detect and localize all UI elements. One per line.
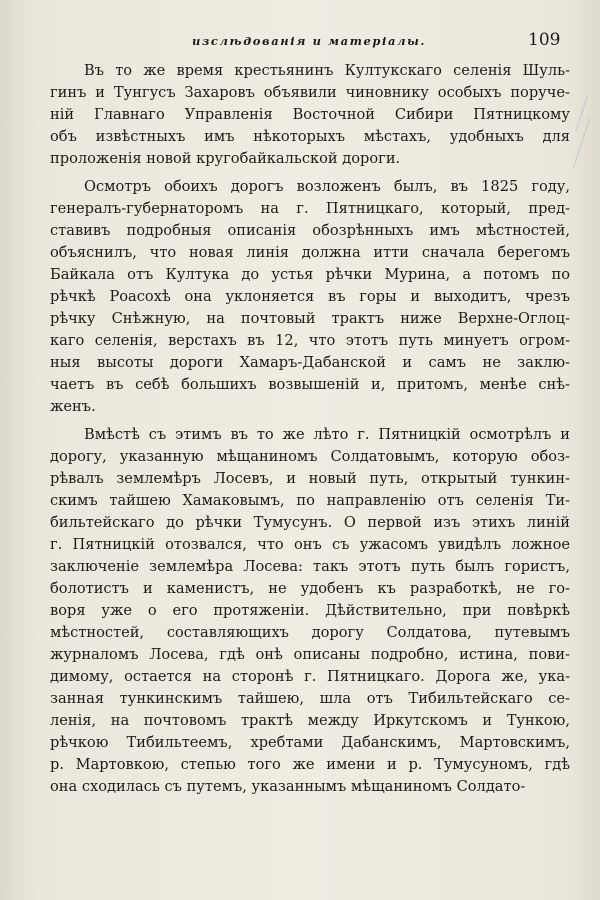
text-line: бильтейскаго до рѣчки Тумусунъ. О первой изъ этихъ линій bbox=[50, 514, 570, 531]
running-title: изслѣдованія и матеріалы. bbox=[192, 34, 426, 48]
text-line: Вмѣстѣ съ этимъ въ то же лѣто г. Пятницкій осмотрѣлъ и bbox=[84, 426, 570, 443]
paragraph bbox=[50, 176, 570, 418]
text-line: ній Главнаго Управленія Восточной Сибири Пятницкому bbox=[50, 106, 570, 123]
text-line: димому, остается на сторонѣ г. Пятницкаго. Дорога же, ука- bbox=[50, 668, 570, 685]
body-text bbox=[50, 60, 570, 798]
text-line: рѣвалъ землемѣръ Лосевъ, и новый путь, открытый тункин- bbox=[50, 470, 570, 487]
text-line: ленія, на почтовомъ трактѣ между Иркутскомъ и Тункою, bbox=[50, 712, 570, 729]
text-line: ставивъ подробныя описанія обозрѣнныхъ имъ мѣстностей, bbox=[50, 222, 570, 239]
text-line: проложенія новой кругобайкальской дороги. bbox=[50, 150, 401, 167]
text-line: каго селенія, верстахъ въ 12, что этотъ путь минуетъ огром- bbox=[50, 332, 570, 349]
text-line: дорогу, указанную мѣщаниномъ Солдатовымъ, которую обоз- bbox=[50, 448, 570, 465]
text-line: Байкала отъ Култука до устья рѣчки Мурина, а потомъ по bbox=[50, 266, 570, 283]
text-line: р. Мартовкою, степью того же имени и р. Тумусуномъ, гдѣ bbox=[50, 756, 570, 773]
text-line: скимъ тайшею Хамаковымъ, по направленію отъ селенія Ти- bbox=[50, 492, 570, 509]
text-line: чаетъ въ себѣ большихъ возвышеній и, притомъ, менѣе снѣ- bbox=[50, 376, 570, 393]
text-line: журналомъ Лосева, гдѣ онѣ описаны подробно, истина, пови- bbox=[50, 646, 570, 663]
running-header bbox=[0, 30, 600, 54]
text-line: рѣчку Снѣжную, на почтовый трактъ ниже Верхне-Оглоц- bbox=[50, 310, 570, 327]
text-line: женъ. bbox=[50, 398, 96, 415]
paragraph bbox=[50, 424, 570, 798]
text-line: г. Пятницкій отозвался, что онъ съ ужасомъ увидѣлъ ложное bbox=[50, 536, 570, 553]
text-line: занная тункинскимъ тайшею, шла отъ Тибильтейскаго се- bbox=[50, 690, 570, 707]
text-line: воря уже о его протяженіи. Дѣйствительно, при повѣркѣ bbox=[50, 602, 570, 619]
text-line: Въ то же время крестьянинъ Култукскаго селенія Шуль- bbox=[84, 62, 570, 79]
text-line: рѣчкою Тибильтеемъ, хребтами Дабанскимъ, Мартовскимъ, bbox=[50, 734, 570, 751]
text-line: рѣчкѣ Роасохѣ она уклоняется въ горы и выходитъ, чрезъ bbox=[50, 288, 570, 305]
text-line: объяснилъ, что новая линія должна итти сначала берегомъ bbox=[50, 244, 570, 261]
text-line: объ извѣстныхъ имъ нѣкоторыхъ мѣстахъ, удобныхъ для bbox=[50, 128, 570, 145]
paragraph bbox=[50, 60, 570, 170]
text-line: болотистъ и каменистъ, не удобенъ къ разработкѣ, не го- bbox=[50, 580, 570, 597]
text-line: ныя высоты дороги Хамаръ-Дабанской и самъ не заклю- bbox=[50, 354, 570, 371]
page-number: 109 bbox=[528, 30, 561, 50]
text-line: она сходилась съ путемъ, указаннымъ мѣщаниномъ Солдато- bbox=[50, 778, 526, 795]
text-line: гинъ и Тунгусъ Захаровъ объявили чиновнику особыхъ поруче- bbox=[50, 84, 570, 101]
text-line: заключеніе землемѣра Лосева: такъ этотъ путь былъ гористъ, bbox=[50, 558, 570, 575]
text-line: генералъ-губернаторомъ на г. Пятницкаго, который, пред- bbox=[50, 200, 570, 217]
text-line: Осмотръ обоихъ дорогъ возложенъ былъ, въ 1825 году, bbox=[84, 178, 570, 195]
text-line: мѣстностей, составляющихъ дорогу Солдатова, путевымъ bbox=[50, 624, 570, 641]
